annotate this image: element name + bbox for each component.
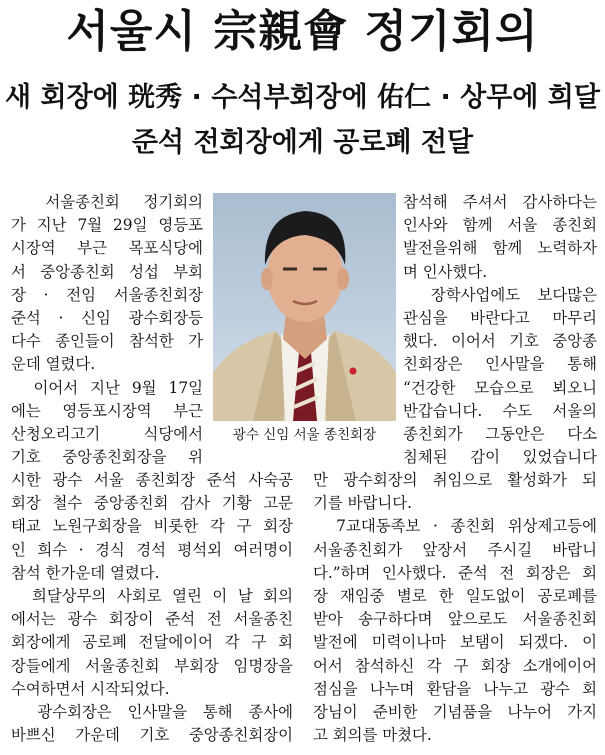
text-line: 종친회가 그동안은 다소 bbox=[403, 425, 597, 444]
text-line: 가 지난 7월 29일 영등포 bbox=[11, 216, 203, 235]
text-line: 이어서 지난 9월 17일 bbox=[11, 378, 203, 397]
subheadline-line-2: 준석 전회장에게 공로폐 전달 bbox=[131, 127, 474, 158]
text-line: 서울종친회 정기회의 bbox=[11, 193, 203, 211]
text-line: 회장에게 공로폐 전달에이어 각 구 회 bbox=[11, 633, 293, 652]
text-line: 발전을위해 함께 노력하자 bbox=[403, 239, 597, 258]
text-line: “건강한 모습으로 뵈오니 bbox=[403, 378, 597, 397]
text-line: 운데 열렸다. bbox=[11, 355, 96, 374]
text-line: 기를 바랍니다. bbox=[313, 494, 412, 513]
text-line: 기호 중앙종친회장을 위 bbox=[11, 448, 203, 467]
text-line: 점심을 나누며 환담을 나누고 광수 회 bbox=[313, 679, 597, 698]
text-line: 참석해 주셔서 감사하다는 bbox=[403, 193, 597, 211]
article-col3-top bbox=[403, 191, 597, 469]
text-line: 에는 영등포시장역 부근 bbox=[11, 401, 203, 420]
article-col23-wide bbox=[313, 469, 597, 747]
photo-caption: 광수 신임 서울 종친회장 bbox=[232, 427, 377, 443]
text-line: 반갑습니다. 수도 서울의 bbox=[403, 401, 597, 420]
text-line: 침체된 감이 있었습니다 bbox=[403, 448, 597, 467]
text-line: 7교대동족보 · 종친회 위상제고등에 bbox=[313, 517, 597, 536]
text-line: 친회장은 인사말을 통해 bbox=[403, 355, 597, 374]
article-col1-top bbox=[11, 191, 203, 469]
text-line: 했다. 이어서 기호 중앙종 bbox=[403, 332, 597, 351]
text-line: 관심을 바란다고 마무리 bbox=[403, 309, 597, 328]
text-line: 에서는 광수 회장이 준석 전 서울종친 bbox=[11, 610, 293, 629]
text-line: 시한 광수 서울 종친회장 준석 사숙공 bbox=[11, 471, 293, 489]
portrait-photo bbox=[213, 193, 396, 421]
text-line: 만 광수회장의 취임으로 활성화가 되 bbox=[313, 471, 597, 489]
text-line: 서 중앙종친회 성섭 부회 bbox=[11, 262, 203, 281]
article-col12-wide bbox=[11, 469, 293, 747]
text-line: 수여하면서 시작되었다. bbox=[11, 679, 170, 698]
text-line: 발전에 미력이나마 보탬이 되겠다. 이 bbox=[313, 633, 597, 652]
subheadline-line-1: 새 회장에 珖秀 · 수석부회장에 佑仁 · 상무에 희달 bbox=[5, 82, 600, 113]
text-line: 장학사업에도 보다많은 bbox=[403, 285, 597, 304]
text-line: 장님이 준비한 기념품을 나누어 가지 bbox=[313, 703, 597, 722]
text-line: 산청오리고기 식당에서 bbox=[11, 425, 203, 444]
text-line: 희달상무의 사회로 열린 이 날 회의 bbox=[11, 587, 293, 606]
text-line: 인사와 함께 서울 종친회 bbox=[403, 216, 597, 235]
text-line: 장 · 전임 서울종친회장 bbox=[11, 285, 203, 304]
text-line: 회장 철수 중앙종친회 감사 기황 고문 bbox=[11, 494, 293, 513]
text-line: 장 재임중 별로 한 일도없이 공로폐를 bbox=[313, 587, 597, 606]
headline: 서울시 宗親會 정기회의 bbox=[66, 6, 539, 57]
text-line: 다수 종인들이 참석한 가 bbox=[11, 332, 203, 351]
text-line: 장들에게 서울종친회 부회장 임명장을 bbox=[11, 656, 293, 675]
text-line: 고 회의를 마쳤다. bbox=[313, 726, 432, 745]
text-line: 바쁘신 가운데 기호 중앙종친회장이 bbox=[11, 726, 293, 745]
text-line: 인 희수 · 경식 경석 평석외 여러명이 bbox=[11, 540, 293, 559]
text-line: 어서 참석하신 각 구 회장 소개에이어 bbox=[313, 656, 597, 675]
text-line: 광수회장은 인사말을 통해 종사에 bbox=[11, 703, 293, 722]
text-line: 시장역 부근 목포식당에 bbox=[11, 239, 203, 258]
text-line: 서울종친회가 앞장서 주시길 바랍니 bbox=[313, 540, 597, 559]
text-line: 준석 · 신임 광수회장등 bbox=[11, 309, 203, 328]
text-line: 다.”하며 인사했다. 준석 전 회장은 회 bbox=[313, 563, 597, 582]
text-line: 받아 송구하다며 앞으로도 서울종친회 bbox=[313, 610, 597, 629]
text-line: 며 인사했다. bbox=[403, 262, 488, 281]
text-line: 참석 한가운데 열렸다. bbox=[11, 563, 160, 582]
text-line: 태교 노원구회장을 비롯한 각 구 회장 bbox=[11, 517, 293, 536]
